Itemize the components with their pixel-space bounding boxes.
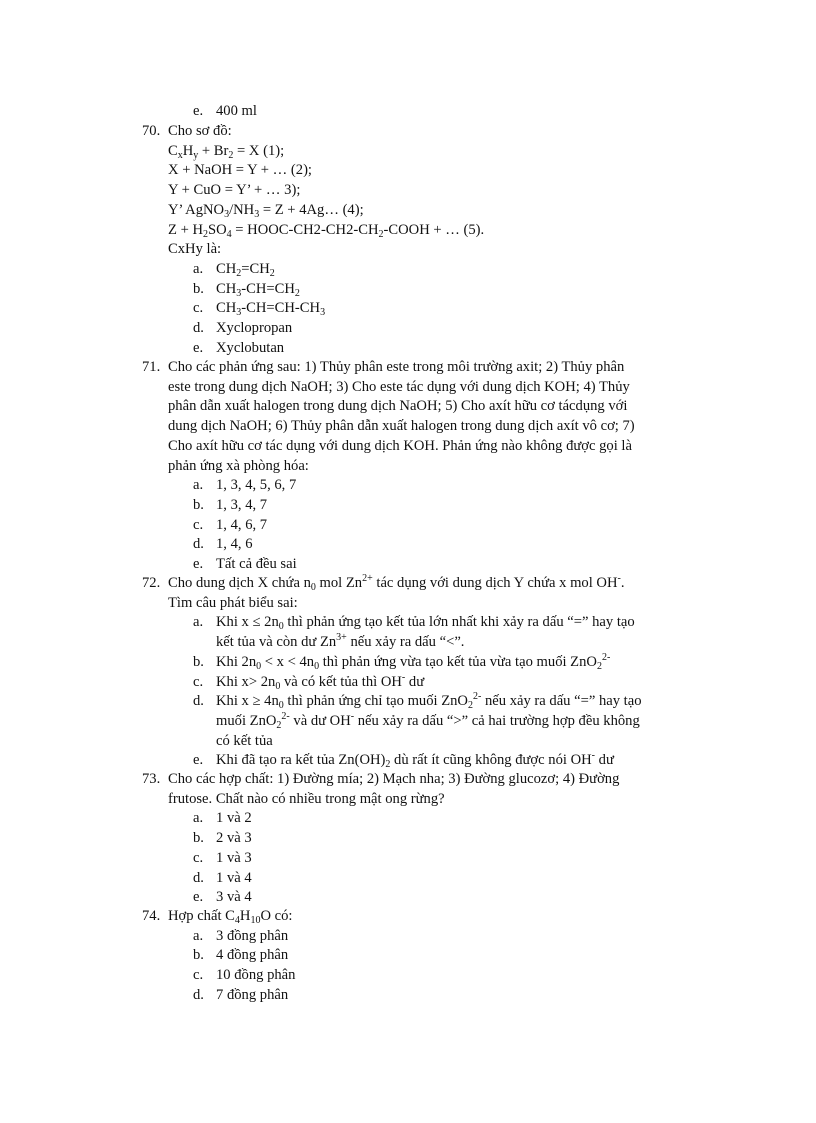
option-label: e.	[193, 889, 204, 906]
option-label: a.	[193, 477, 204, 494]
option-label: c.	[193, 516, 204, 533]
option-text: 1, 3, 4, 7	[216, 496, 268, 513]
question-stem: Hợp chất $C_4H_{10}O$ có:	[168, 908, 293, 926]
option-text: Xyclobutan	[216, 339, 285, 356]
option-d: d. Khi $x \ge 4n_0$ thì phản ứng chỉ tạo muối ZnO$_2^{2-}$ nếu xảy ra dấu “=” hay tạo muối ZnO$_2^{2-}$ và dư OH- nếu xảy ra dấu “>” cả hai trường hợp đều không có kết tủa	[193, 691, 642, 749]
option-d	[142, 869, 682, 889]
stem-line: Cho các phản ứng sau: 1) Thủy phân este trong môi trường axit; 2) Thủy phân	[168, 359, 625, 375]
stem-line: Cho dung dịch X chứa $n_0$ mol $Zn^{2+}$ tác dụng với dung dịch Y chứa x mol OH-.	[168, 573, 625, 593]
option-e	[142, 339, 682, 359]
reaction-2: X + NaOH = Y + … (2);	[168, 162, 312, 179]
option-e	[142, 102, 682, 122]
option-b: b. Khi $2n_0 < x < 4n_0$ thì phản ứng vừa tạo kết tủa vừa tạo muối ZnO$_2^{2-}$	[193, 651, 611, 672]
option-label: b.	[193, 280, 204, 297]
option-label: d.	[193, 986, 204, 1003]
option-text: Xyclopropan	[216, 320, 293, 337]
option-label: a.	[193, 260, 204, 277]
reaction-4: Y’ $AgNO_3/NH_3 = Z$ + 4Ag… (4);	[168, 201, 364, 220]
stem-line: phân dẫn xuất halogen trong dung dịch NaOH; 5) Cho axít hữu cơ tácdụng với	[168, 398, 628, 415]
stem-line: frutose. Chất nào có nhiều trong mật ong rừng?	[168, 790, 445, 807]
option-text: 1 và 3	[216, 849, 252, 866]
option-a: a. $CH_2=CH_2$	[193, 260, 275, 279]
option-label: d.	[193, 693, 204, 710]
question-ask: CxHy là:	[168, 241, 222, 258]
option-e	[142, 555, 682, 575]
stem-line: Tìm câu phát biểu sai:	[168, 594, 298, 611]
option-text: 10 đồng phân	[216, 967, 296, 984]
stem-line: Cho axít hữu cơ tác dụng với dung dịch KOH. Phản ứng nào không được gọi là	[168, 437, 632, 454]
option-text: 2 và 3	[216, 830, 252, 847]
option-text: 3 đồng phân	[216, 927, 289, 944]
option-text: 1, 3, 4, 5, 6, 7	[216, 477, 297, 494]
question-number: 72.	[142, 575, 161, 591]
option-label: d.	[193, 320, 204, 337]
option-label: c.	[193, 300, 204, 317]
option-text: 1 và 4	[216, 869, 252, 886]
option-label: b.	[193, 496, 204, 513]
option-text: Tất cả đều sai	[216, 556, 297, 573]
option-label: e.	[193, 556, 204, 573]
question-number: 73.	[142, 771, 161, 787]
question-stem: Cho sơ đồ:	[168, 123, 232, 139]
option-text: 1, 4, 6, 7	[216, 516, 268, 533]
option-d	[142, 986, 682, 1006]
prev-question-tail	[142, 102, 682, 122]
option-a	[142, 476, 682, 496]
option-label: d.	[193, 536, 204, 553]
stem-line: este trong dung dịch NaOH; 3) Cho este tác dụng với dung dịch KOH; 4) Thủy	[168, 378, 630, 395]
option-label: a.	[193, 810, 204, 827]
option-a	[142, 809, 682, 829]
option-text: 4 đồng phân	[216, 947, 289, 964]
option-text: 7 đồng phân	[216, 986, 289, 1003]
option-e: e. Khi đã tạo ra kết tủa $Zn(OH)_2$ dù rất ít cũng không được nói OH- dư	[193, 750, 614, 771]
option-b	[142, 946, 682, 966]
option-text: 1 và 2	[216, 810, 252, 827]
reaction-5: $Z + H_2SO_4$ = HOOC-$CH2-CH2-CH_2$-COOH + … (5).	[168, 221, 485, 240]
option-label: e.	[193, 103, 204, 119]
question-number: 74.	[142, 908, 161, 924]
option-text: 3 và 4	[216, 889, 252, 906]
option-c	[142, 516, 682, 536]
option-a	[142, 927, 682, 947]
option-label: c.	[193, 849, 204, 866]
option-text: 400 ml	[216, 103, 257, 119]
option-label: c.	[193, 673, 204, 690]
question-70	[142, 122, 682, 358]
reaction-1: $C_xH_y + Br_2 = X$ (1);	[168, 142, 285, 161]
option-label: e.	[193, 339, 204, 356]
option-label: a.	[193, 614, 204, 631]
option-label: c.	[193, 967, 204, 984]
option-label: b.	[193, 830, 204, 847]
question-number: 71.	[142, 359, 161, 375]
option-c	[142, 849, 682, 869]
option-text: 1, 4, 6	[216, 536, 253, 553]
option-b	[142, 829, 682, 849]
question-73	[142, 770, 682, 908]
question-71	[142, 358, 682, 575]
question-72	[142, 574, 682, 771]
question-74	[142, 907, 682, 1006]
option-label: d.	[193, 869, 204, 886]
stem-line: dung dịch NaOH; 6) Thủy phân dẫn xuất halogen trong dung dịch axít vô cơ; 7)	[168, 418, 635, 435]
option-label: a.	[193, 927, 204, 944]
question-number: 70.	[142, 123, 161, 139]
option-c: c. $CH_3-CH=CH-CH_3$	[193, 300, 326, 319]
option-label: e.	[193, 752, 204, 769]
option-d	[142, 319, 682, 339]
option-b: b. $CH_3-CH=CH_2$	[193, 280, 300, 299]
stem-line: phản ứng xà phòng hóa:	[168, 457, 309, 474]
option-c	[142, 966, 682, 986]
option-b	[142, 496, 682, 516]
option-label: b.	[193, 653, 204, 670]
option-a: a. Khi $x \le 2n_0$ thì phản ứng tạo kết tủa lớn nhất khi xảy ra dấu “=” hay tạo kết tủa và còn dư $Zn^{3+}$ nếu xảy ra dấu “<”.	[193, 614, 635, 651]
option-d	[142, 535, 682, 555]
stem-line: Cho các hợp chất: 1) Đường mía; 2) Mạch nha; 3) Đường glucozơ; 4) Đường	[168, 771, 620, 787]
reaction-3: Y + CuO = Y’ + … 3);	[168, 182, 301, 199]
option-c: c. Khi $x> 2n_0$ và có kết tủa thì OH- dư	[193, 671, 425, 692]
option-label: b.	[193, 947, 204, 964]
option-e	[142, 888, 682, 908]
